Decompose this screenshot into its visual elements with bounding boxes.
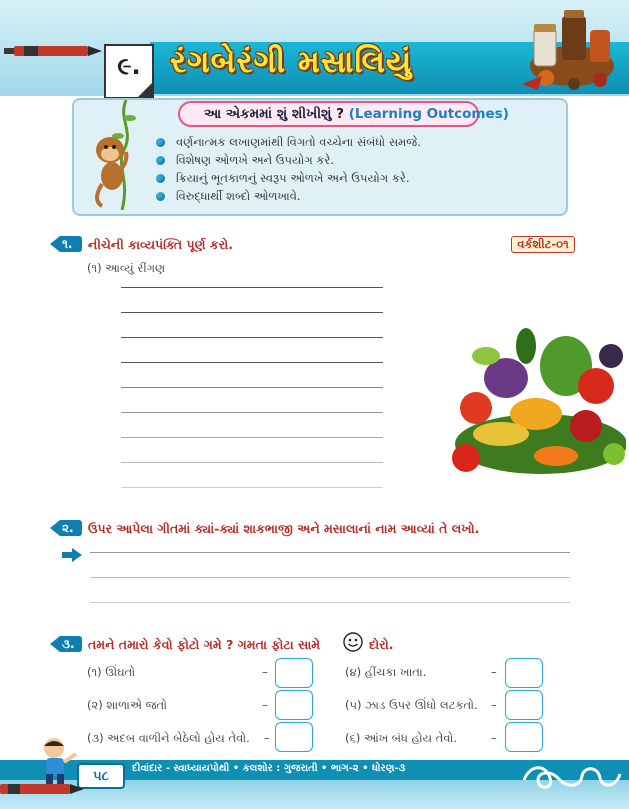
option-label: (૨) શાળાએ જતો [87, 698, 168, 712]
q2-number: ૨. [58, 520, 82, 536]
bullet-icon [156, 192, 165, 201]
answer-line[interactable] [121, 462, 383, 463]
answer-line[interactable] [90, 602, 570, 603]
option-label: (૪) હીંચકા ખાતા. [345, 665, 427, 679]
answer-line[interactable] [121, 312, 383, 313]
answer-line[interactable] [90, 552, 570, 553]
pill-tail-icon [50, 636, 64, 652]
q3-text-after: દોરો. [369, 637, 394, 652]
worksheet-badge: વર્કશીટ-૦૧ [511, 236, 575, 253]
answer-box[interactable] [275, 658, 313, 688]
option-label: (૩) અદબ વાળીને બેઠેલો હોય તેવો. [87, 731, 250, 745]
answer-line[interactable] [121, 337, 383, 338]
pen-icon [0, 783, 86, 795]
answer-box[interactable] [505, 690, 543, 720]
answer-box[interactable] [505, 658, 543, 688]
q1-sub-label: (૧) આવ્યું રીંગણ [87, 261, 166, 275]
chapter-number-box [104, 44, 154, 99]
chapter-title: રંગબેરંગી મસાલિયું [170, 44, 413, 80]
corner-fold-icon [138, 83, 152, 97]
list-item: વિશેષણ ઓળખે અને ઉપયોગ કરે. [156, 151, 421, 169]
answer-line[interactable] [121, 437, 383, 438]
pill-tail-icon [50, 520, 64, 536]
bullet-icon [156, 138, 165, 147]
answer-line[interactable] [90, 577, 570, 578]
bullet-icon [156, 174, 165, 183]
vegetables-image [446, 326, 626, 478]
q1-text: નીચેની કાવ્યપંક્તિ પૂર્ણ કરો. [88, 237, 234, 252]
boy-image [34, 736, 80, 786]
smiley-icon [343, 632, 363, 652]
option-dash: – [491, 665, 497, 679]
pill-tail-icon [50, 236, 64, 252]
option-dash: – [491, 731, 497, 745]
option-label: (૧) ઊંઘતો [87, 665, 136, 679]
swirl-decoration [520, 762, 625, 792]
q2-text: ઉપર આપેલા ગીતમાં ક્યાં-ક્યાં શાકભાજી અને મસાલાનાં નામ આવ્યાં તે લખો. [88, 521, 480, 536]
monkey-image [88, 100, 150, 210]
pen-icon [4, 44, 104, 58]
outcomes-list [156, 133, 421, 205]
answer-line[interactable] [121, 287, 383, 288]
answer-line[interactable] [121, 362, 383, 363]
spice-jars-image [512, 6, 624, 96]
answer-line[interactable] [121, 487, 383, 488]
footer-text: દીવાંદાર - સ્વાધ્યાયપોથી • કલશોર : ગુજરાતી • ભાગ-૨ • ધોરણ-૩ [132, 763, 406, 774]
chapter-number: ૯. [117, 52, 141, 80]
option-label: (૫) ઝાડ ઉપર ઊંધો લટકતો. [345, 698, 478, 712]
q3-text: તમને તમારો કેવો ફોટો ગમે ? ગમતા ફોટા સામે [88, 637, 321, 652]
outcomes-heading [204, 106, 509, 122]
option-label: (૬) આંખ બંધ હોય તેવો. [345, 731, 458, 745]
outcomes-heading-en: (Learning Outcomes) [348, 106, 509, 122]
list-item: ક્રિયાનું ભૂતકાળનું સ્વરૂપ ઓળખે અને ઉપયોગ કરે. [156, 169, 421, 187]
answer-line[interactable] [121, 412, 383, 413]
answer-box[interactable] [275, 722, 313, 752]
q3-number: ૩. [58, 636, 82, 652]
answer-box[interactable] [275, 690, 313, 720]
outcomes-heading-gu: આ એકમમાં શું શીખીશું ? [204, 106, 344, 122]
list-item: વિરુદ્ધાર્થી શબ્દો ઓળખાવે. [156, 187, 421, 205]
option-dash: – [491, 698, 497, 712]
option-dash: – [262, 698, 268, 712]
bullet-icon [156, 156, 165, 165]
option-dash: – [264, 731, 270, 745]
answer-box[interactable] [505, 722, 543, 752]
page-number: ૫૮ [93, 769, 109, 784]
arrow-right-icon [62, 548, 82, 562]
answer-line[interactable] [121, 387, 383, 388]
q1-number: ૧. [58, 236, 82, 252]
list-item: વર્ણનાત્મક લખાણમાંથી વિગતો વચ્ચેના સંબંધો સમજે. [156, 133, 421, 151]
option-dash: – [262, 665, 268, 679]
